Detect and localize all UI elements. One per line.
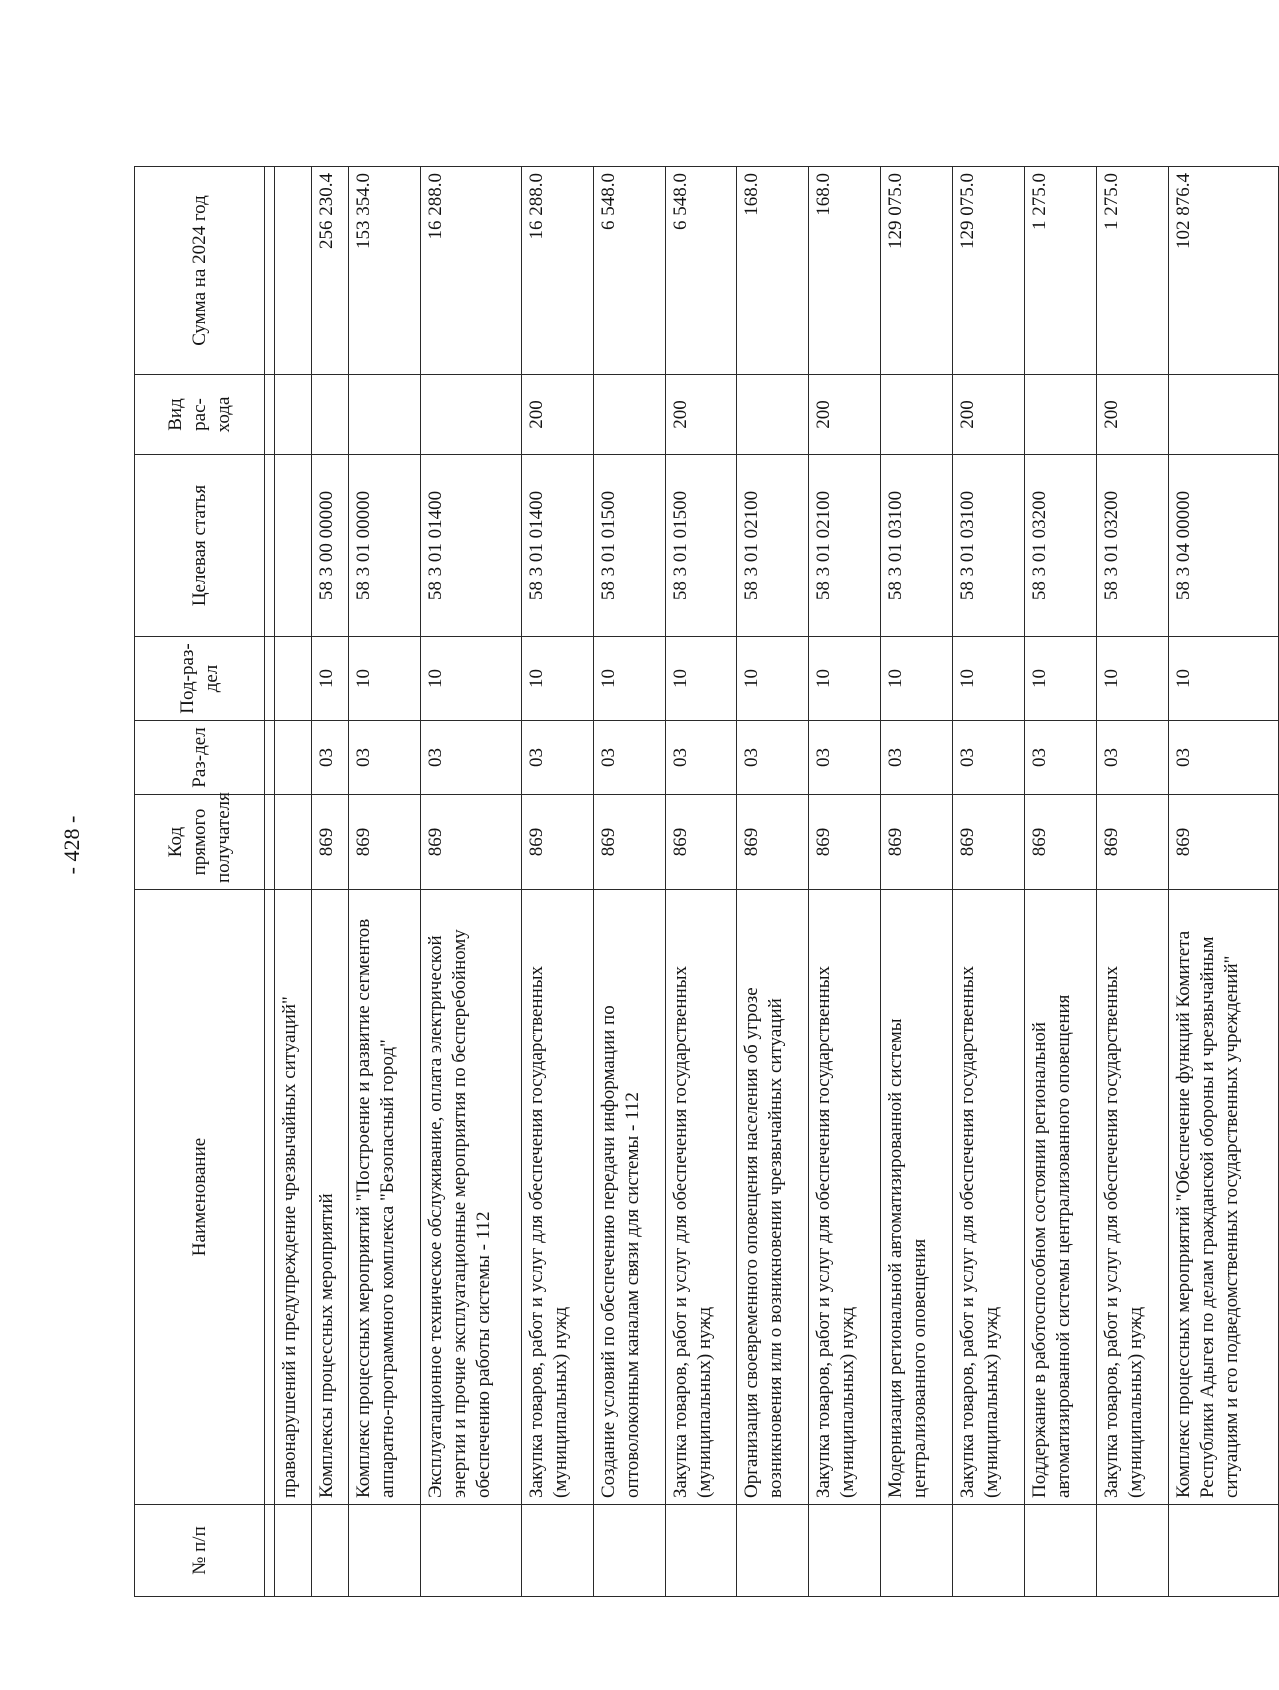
table-row xyxy=(1096,167,1168,1597)
cell-name: Модернизация региональной автоматизированной системы централизованного оповещения xyxy=(881,890,953,1505)
cell-amount xyxy=(275,167,312,375)
cell-recipient-code: 869 xyxy=(349,795,421,890)
cell-num xyxy=(349,1505,421,1597)
cell-name: правонарушений и предупреждение чрезвычайных ситуаций" xyxy=(275,890,312,1505)
table-row xyxy=(809,167,881,1597)
cell-target-article: 58 3 01 03100 xyxy=(953,455,1025,637)
header-recipient-code: Код прямого получателя xyxy=(135,795,265,890)
cell-target-article: 58 3 01 02100 xyxy=(737,455,809,637)
cell-subsection: 10 xyxy=(1096,637,1168,721)
cell-name: Создание условий по обеспечению передачи информации по оптоволоконным каналам связи для системы - 112 xyxy=(593,890,665,1505)
budget-table xyxy=(134,166,1279,1597)
cell-subsection: 10 xyxy=(1168,637,1278,721)
cell-section: 03 xyxy=(881,721,953,795)
cell-name: Закупка товаров, работ и услуг для обеспечения государственных (муниципальных) нужд xyxy=(953,890,1025,1505)
cell-subsection: 10 xyxy=(421,637,522,721)
cell-amount: 102 876.4 xyxy=(1168,167,1278,375)
table-row xyxy=(275,167,312,1597)
cell-target-article: 58 3 01 03200 xyxy=(1024,455,1096,637)
cell-name: Закупка товаров, работ и услуг для обеспечения государственных (муниципальных) нужд xyxy=(1096,890,1168,1505)
cell-expense-type xyxy=(312,375,349,455)
cell-num xyxy=(665,1505,737,1597)
cell-amount: 129 075.0 xyxy=(953,167,1025,375)
cell-section: 03 xyxy=(1024,721,1096,795)
table-body xyxy=(275,167,1279,1597)
table-row xyxy=(665,167,737,1597)
cell-section: 03 xyxy=(809,721,881,795)
cell-name: Эксплуатационное техническое обслуживание, оплата электрической энергии и прочие эксплуатационные мероприятия по бесперебойному обеспечению работы системы - 112 xyxy=(421,890,522,1505)
cell-subsection: 10 xyxy=(953,637,1025,721)
cell-subsection: 10 xyxy=(593,637,665,721)
cell-expense-type: 200 xyxy=(1096,375,1168,455)
cell-section: 03 xyxy=(1096,721,1168,795)
cell-target-article: 58 3 01 01400 xyxy=(521,455,593,637)
cell-subsection: 10 xyxy=(1024,637,1096,721)
cell-target-article: 58 3 01 02100 xyxy=(809,455,881,637)
cell-section: 03 xyxy=(421,721,522,795)
table-row xyxy=(1024,167,1096,1597)
cell-expense-type: 200 xyxy=(521,375,593,455)
cell-amount: 6 548.0 xyxy=(665,167,737,375)
cell-expense-type xyxy=(881,375,953,455)
cell-target-article: 58 3 01 01500 xyxy=(665,455,737,637)
header-spacer-row xyxy=(265,167,275,1597)
page-number: - 428 - xyxy=(59,815,84,875)
cell-num xyxy=(275,1505,312,1597)
table-row xyxy=(521,167,593,1597)
cell-target-article: 58 3 01 00000 xyxy=(349,455,421,637)
cell-subsection xyxy=(275,637,312,721)
cell-recipient-code: 869 xyxy=(521,795,593,890)
cell-name: Закупка товаров, работ и услуг для обеспечения государственных (муниципальных) нужд xyxy=(665,890,737,1505)
cell-name: Организация своевременного оповещения населения об угрозе возникновения или о возникновении чрезвычайных ситуаций xyxy=(737,890,809,1505)
cell-num xyxy=(312,1505,349,1597)
cell-num xyxy=(1096,1505,1168,1597)
cell-target-article: 58 3 01 03100 xyxy=(881,455,953,637)
cell-name: Закупка товаров, работ и услуг для обеспечения государственных (муниципальных) нужд xyxy=(809,890,881,1505)
cell-section xyxy=(275,721,312,795)
table-row xyxy=(953,167,1025,1597)
cell-target-article: 58 3 01 01500 xyxy=(593,455,665,637)
cell-amount: 168.0 xyxy=(737,167,809,375)
cell-recipient-code: 869 xyxy=(421,795,522,890)
cell-recipient-code: 869 xyxy=(665,795,737,890)
cell-amount: 1 275.0 xyxy=(1096,167,1168,375)
cell-num xyxy=(593,1505,665,1597)
cell-name: Поддержание в работоспособном состоянии региональной автоматизированной системы централизованного оповещения xyxy=(1024,890,1096,1505)
cell-amount: 16 288.0 xyxy=(421,167,522,375)
cell-subsection: 10 xyxy=(349,637,421,721)
table-row xyxy=(593,167,665,1597)
cell-expense-type: 200 xyxy=(665,375,737,455)
cell-expense-type: 200 xyxy=(953,375,1025,455)
header-subsection: Под-раз-дел xyxy=(135,637,265,721)
cell-expense-type xyxy=(349,375,421,455)
cell-recipient-code: 869 xyxy=(881,795,953,890)
cell-target-article: 58 3 01 03200 xyxy=(1096,455,1168,637)
header-name: Наименование xyxy=(135,890,265,1505)
header-expense-type: Вид рас-хода xyxy=(135,375,265,455)
cell-subsection: 10 xyxy=(809,637,881,721)
cell-section: 03 xyxy=(665,721,737,795)
cell-target-article: 58 3 01 01400 xyxy=(421,455,522,637)
header-target-article: Целевая статья xyxy=(135,455,265,637)
table-row xyxy=(737,167,809,1597)
cell-subsection: 10 xyxy=(881,637,953,721)
cell-num xyxy=(521,1505,593,1597)
cell-num xyxy=(737,1505,809,1597)
cell-section: 03 xyxy=(1168,721,1278,795)
header-row xyxy=(135,167,265,1597)
cell-amount: 16 288.0 xyxy=(521,167,593,375)
cell-expense-type xyxy=(1168,375,1278,455)
table-row xyxy=(349,167,421,1597)
cell-subsection: 10 xyxy=(521,637,593,721)
cell-section: 03 xyxy=(312,721,349,795)
cell-section: 03 xyxy=(521,721,593,795)
cell-section: 03 xyxy=(953,721,1025,795)
cell-recipient-code: 869 xyxy=(737,795,809,890)
cell-num xyxy=(1024,1505,1096,1597)
cell-target-article: 58 3 04 00000 xyxy=(1168,455,1278,637)
table-row xyxy=(881,167,953,1597)
cell-expense-type xyxy=(421,375,522,455)
cell-num xyxy=(881,1505,953,1597)
cell-recipient-code: 869 xyxy=(593,795,665,890)
cell-section: 03 xyxy=(737,721,809,795)
cell-num xyxy=(1168,1505,1278,1597)
cell-recipient-code: 869 xyxy=(1168,795,1278,890)
cell-subsection: 10 xyxy=(665,637,737,721)
cell-num xyxy=(953,1505,1025,1597)
table-row xyxy=(312,167,349,1597)
cell-recipient-code xyxy=(275,795,312,890)
cell-num xyxy=(421,1505,522,1597)
cell-expense-type xyxy=(593,375,665,455)
cell-expense-type xyxy=(737,375,809,455)
cell-target-article xyxy=(275,455,312,637)
cell-amount: 129 075.0 xyxy=(881,167,953,375)
header-section: Раз-дел xyxy=(135,721,265,795)
cell-amount: 256 230.4 xyxy=(312,167,349,375)
cell-amount: 1 275.0 xyxy=(1024,167,1096,375)
cell-name: Комплексы процессных мероприятий xyxy=(312,890,349,1505)
cell-section: 03 xyxy=(593,721,665,795)
cell-amount: 168.0 xyxy=(809,167,881,375)
cell-recipient-code: 869 xyxy=(1096,795,1168,890)
cell-section: 03 xyxy=(349,721,421,795)
rotated-table-container xyxy=(134,167,1279,1597)
cell-name: Комплекс процессных мероприятий "Обеспечение функций Комитета Республики Адыгея по делам гражданской обороны и чрезвычайным ситуациям и его подведомственных государственных учреждений" xyxy=(1168,890,1278,1505)
cell-name: Закупка товаров, работ и услуг для обеспечения государственных (муниципальных) нужд xyxy=(521,890,593,1505)
cell-recipient-code: 869 xyxy=(809,795,881,890)
table-row xyxy=(1168,167,1278,1597)
cell-subsection: 10 xyxy=(312,637,349,721)
cell-amount: 6 548.0 xyxy=(593,167,665,375)
table-row xyxy=(421,167,522,1597)
cell-num xyxy=(809,1505,881,1597)
header-amount: Сумма на 2024 год xyxy=(135,167,265,375)
cell-recipient-code: 869 xyxy=(312,795,349,890)
cell-expense-type xyxy=(275,375,312,455)
cell-target-article: 58 3 00 00000 xyxy=(312,455,349,637)
cell-name: Комплекс процессных мероприятий "Построение и развитие сегментов аппаратно-программного комплекса "Безопасный город" xyxy=(349,890,421,1505)
header-num: № п/п xyxy=(135,1505,265,1597)
cell-expense-type xyxy=(1024,375,1096,455)
cell-recipient-code: 869 xyxy=(953,795,1025,890)
cell-expense-type: 200 xyxy=(809,375,881,455)
cell-amount: 153 354.0 xyxy=(349,167,421,375)
cell-subsection: 10 xyxy=(737,637,809,721)
cell-recipient-code: 869 xyxy=(1024,795,1096,890)
